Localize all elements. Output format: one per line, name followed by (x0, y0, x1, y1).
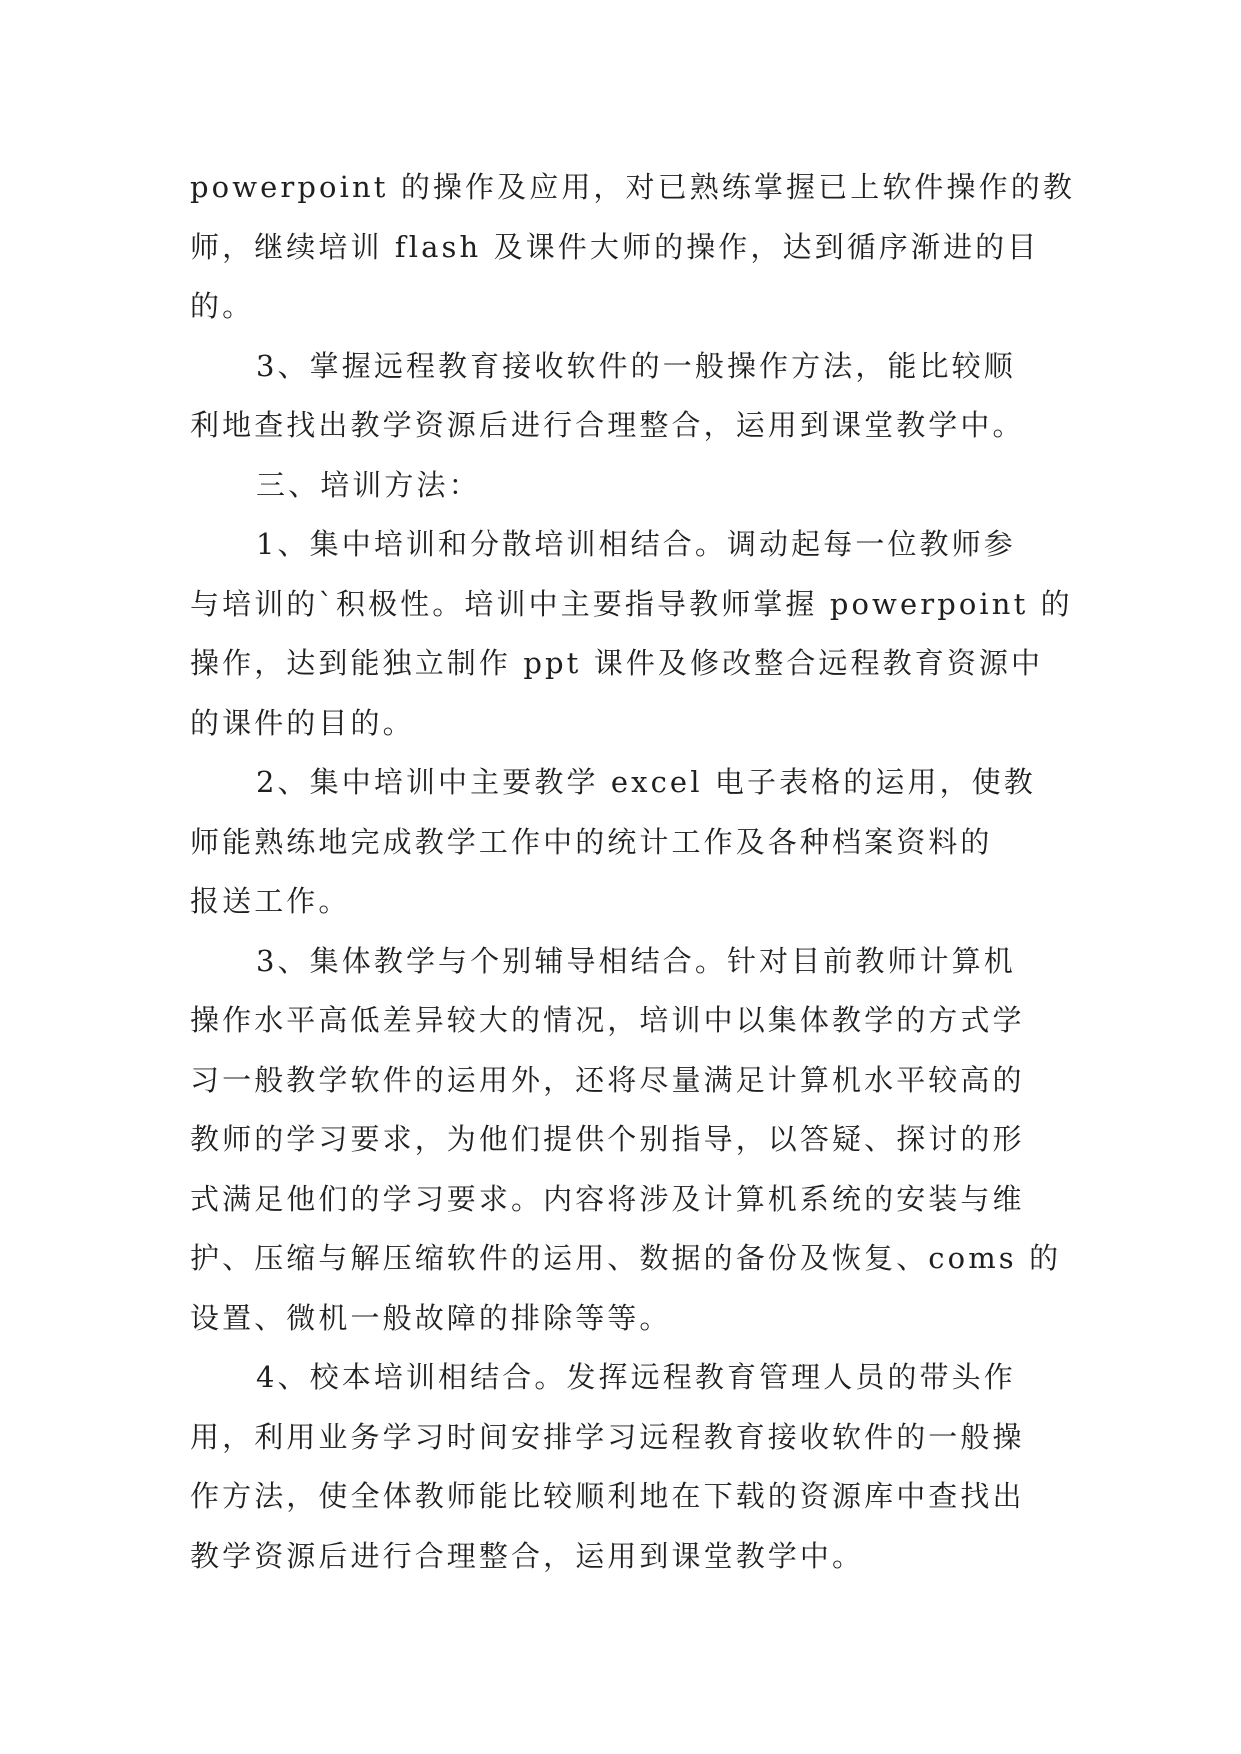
text-line: 3、掌握远程教育接收软件的一般操作方法，能比较顺 (256, 348, 1016, 383)
text-line: 用，利用业务学习时间安排学习远程教育接收软件的一般操 (190, 1419, 1025, 1454)
text-line: 习一般教学软件的运用外，还将尽量满足计算机水平较高的 (190, 1062, 1025, 1097)
text-line: 作方法，使全体教师能比较顺利地在下载的资源库中查找出 (190, 1479, 1025, 1513)
document-body (190, 158, 1075, 1586)
text-line: 教学资源后进行合理整合，运用到课堂教学中。 (190, 1538, 865, 1573)
text-line: 3、集体教学与个别辅导相结合。针对目前教师计算机 (256, 943, 1016, 978)
text-line: 报送工作。 (190, 884, 351, 918)
text-line: 护、压缩与解压缩软件的运用、数据的备份及恢复、coms 的 (190, 1241, 1062, 1275)
text-line: 设置、微机一般故障的排除等等。 (190, 1300, 672, 1335)
text-line: 师能熟练地完成教学工作中的统计工作及各种档案资料的 (190, 824, 993, 859)
text-line: 式满足他们的学习要求。内容将涉及计算机系统的安装与维 (190, 1181, 1025, 1216)
text-line: 与培训的`积极性。培训中主要指导教师掌握 powerpoint 的 (190, 586, 1073, 621)
text-line: 操作水平高低差异较大的情况，培训中以集体教学的方式学 (190, 1003, 1025, 1037)
text-line: 4、校本培训相结合。发挥远程教育管理人员的带头作 (256, 1360, 1016, 1394)
text-line: 利地查找出教学资源后进行合理整合，运用到课堂教学中。 (190, 408, 1025, 442)
text-line: 的课件的目的。 (190, 705, 415, 740)
text-line: 的。 (190, 289, 255, 323)
text-line: 师，继续培训 flash 及课件大师的操作，达到循序渐进的目 (190, 229, 1040, 264)
text-line: 教师的学习要求，为他们提供个别指导，以答疑、探讨的形 (190, 1122, 1025, 1156)
text-line: powerpoint 的操作及应用，对已熟练掌握已上软件操作的教 (190, 170, 1075, 204)
text-line: 三、培训方法： (256, 467, 481, 502)
text-line: 2、集中培训中主要教学 excel 电子表格的运用，使教 (256, 765, 1036, 799)
text-line: 1、集中培训和分散培训相结合。调动起每一位教师参 (256, 527, 1016, 561)
text-line: 操作，达到能独立制作 ppt 课件及修改整合远程教育资源中 (190, 646, 1044, 680)
